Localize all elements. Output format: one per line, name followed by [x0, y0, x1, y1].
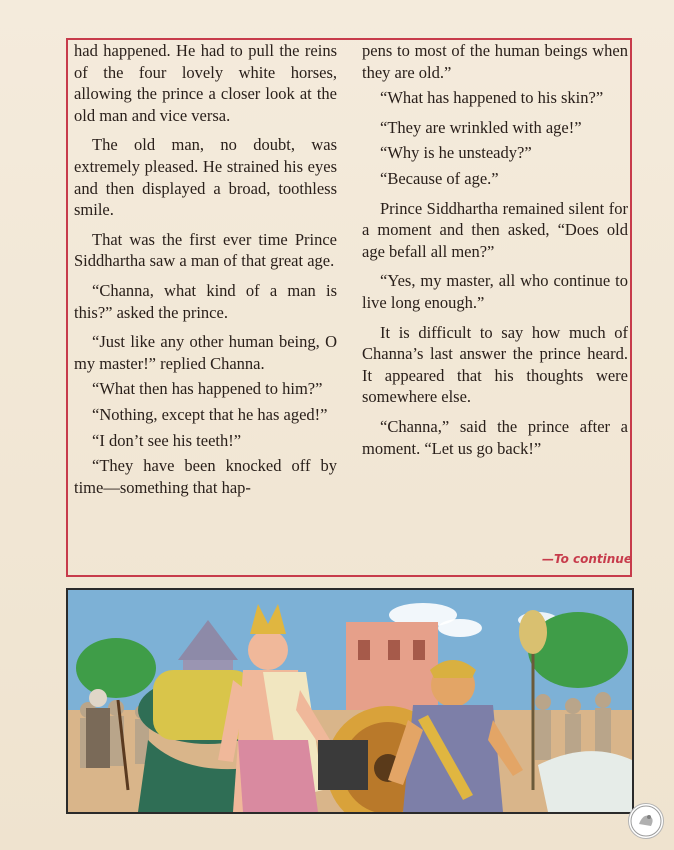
- paragraph: “They have been knocked off by time—something that hap-: [74, 456, 337, 497]
- paragraph: “Why is he unsteady?”: [380, 143, 532, 163]
- illustration-panel: [66, 588, 634, 814]
- paragraph: had happened. He had to pull the reins of the four lovely white horses, allowing the prince a closer look at the old man and vice versa.: [74, 41, 337, 125]
- right-column: [362, 40, 628, 467]
- paragraph: That was the first ever time Prince Siddhartha saw a man of that great age.: [74, 229, 337, 271]
- paragraph: “Channa, what kind of a man is this?” asked the prince.: [74, 280, 337, 322]
- paragraph: “Nothing, except that he has aged!”: [92, 404, 328, 424]
- paragraph: “What then has happened to him?”: [92, 379, 323, 399]
- paragraph: “Yes, my master, all who continue to live long enough.”: [362, 271, 628, 312]
- paragraph: Prince Siddhartha remained silent for a moment and then asked, “Does old age befall all men?”: [362, 198, 628, 261]
- paragraph: “They are wrinkled with age!”: [380, 117, 582, 137]
- publisher-logo: [628, 803, 664, 839]
- paragraph: “What has happened to his skin?”: [380, 88, 604, 108]
- paragraph: “I don’t see his teeth!”: [92, 430, 242, 450]
- paragraph: The old man, no doubt, was extremely pleased. He strained his eyes and then displayed a broad, toothless smile.: [74, 135, 337, 220]
- paragraph: “Just like any other human being, O my master!” replied Channa.: [74, 332, 337, 373]
- paragraph: “Channa,” said the prince after a moment. “Let us go back!”: [362, 416, 628, 458]
- to-continue-label: —To continue: [541, 552, 632, 566]
- left-column: [74, 40, 337, 502]
- paragraph: pens to most of the human beings when they are old.”: [362, 41, 628, 82]
- paragraph: It is difficult to say how much of Channa’s last answer the prince heard. It appeared that his thoughts were somewhere else.: [362, 322, 628, 407]
- illustration-prince-siddhartha-chariot: [68, 590, 632, 812]
- paragraph: “Because of age.”: [380, 168, 499, 188]
